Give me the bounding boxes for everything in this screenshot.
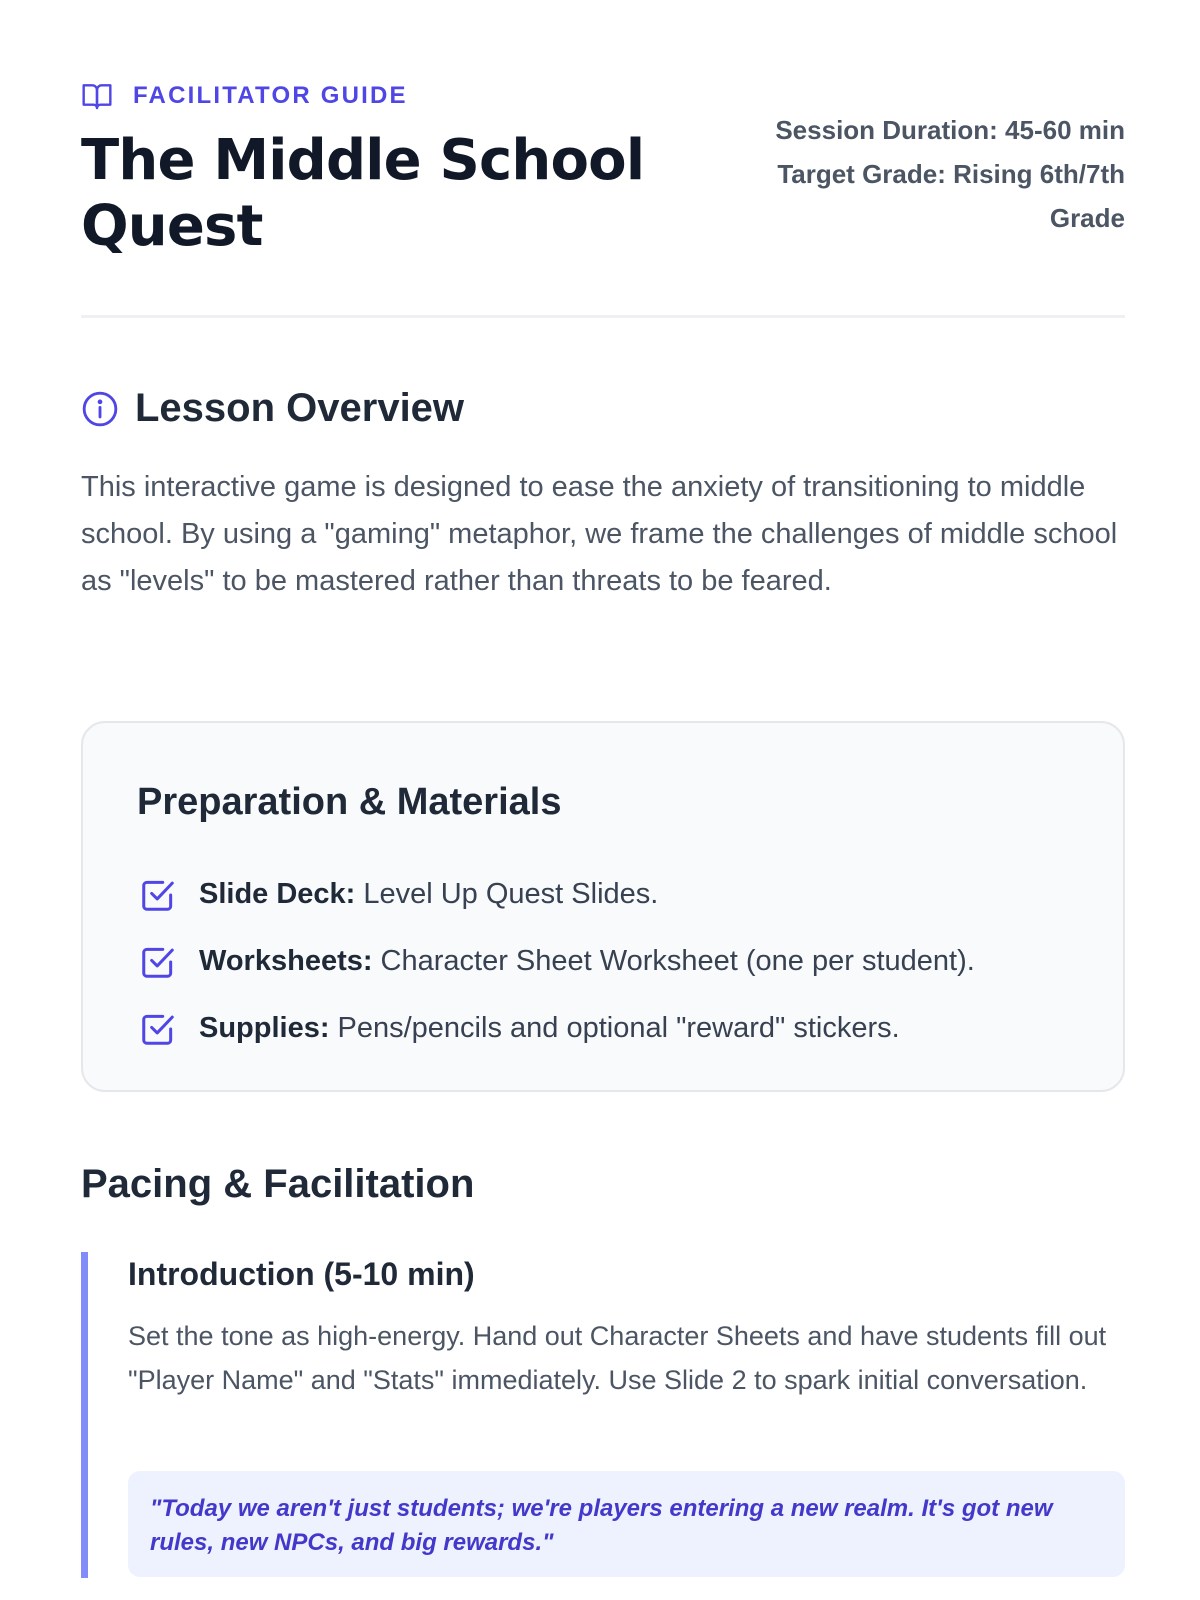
material-label: Slide Deck: bbox=[199, 878, 356, 910]
phase-title: Introduction (5-10 min) bbox=[128, 1256, 475, 1292]
eyebrow-label: FACILITATOR GUIDE bbox=[133, 82, 408, 109]
page-header bbox=[81, 0, 1125, 318]
list-item bbox=[139, 928, 975, 995]
material-text: Pens/pencils and optional "reward" stickers. bbox=[337, 1012, 900, 1044]
overview-title: Lesson Overview bbox=[135, 386, 465, 430]
info-circle-icon bbox=[81, 390, 119, 428]
eyebrow bbox=[81, 80, 408, 112]
material-label: Supplies: bbox=[199, 1012, 330, 1044]
checkbox-checked-icon bbox=[139, 876, 177, 914]
phase-text: Set the tone as high-energy. Hand out Character Sheets and have students fill out "Player Name" and "Stats" immediately. Use Slide 2 to spark initial conversation. bbox=[128, 1321, 1107, 1395]
target-grade: Target Grade: Rising 6th/7th Grade bbox=[777, 159, 1125, 233]
list-item bbox=[139, 861, 975, 928]
materials-title: Preparation & Materials bbox=[137, 781, 562, 823]
list-item bbox=[139, 995, 975, 1062]
script-quote: "Today we aren't just students; we're players entering a new realm. It's got new rules, new NPCs, and big rewards." bbox=[128, 1471, 1125, 1577]
materials-list bbox=[139, 861, 975, 1062]
material-text: Level Up Quest Slides. bbox=[363, 878, 659, 910]
material-text: Character Sheet Worksheet (one per student). bbox=[380, 945, 975, 977]
overview-heading bbox=[81, 386, 464, 431]
phase-introduction bbox=[81, 1252, 1125, 1578]
page-title: The Middle School Quest bbox=[81, 128, 645, 259]
session-meta bbox=[725, 108, 1125, 240]
overview-text: This interactive game is designed to ease the anxiety of transitioning to middle school. By using a "gaming" metaphor, we frame the challenges of middle school as "levels" to be mastered rather than threats to be feared. bbox=[81, 471, 1118, 597]
pacing-title: Pacing & Facilitation bbox=[81, 1162, 475, 1206]
checkbox-checked-icon bbox=[139, 1010, 177, 1048]
material-label: Worksheets: bbox=[199, 945, 373, 977]
open-book-icon bbox=[81, 80, 113, 112]
materials-card bbox=[81, 721, 1125, 1092]
session-duration: Session Duration: 45-60 min bbox=[775, 115, 1125, 145]
checkbox-checked-icon bbox=[139, 943, 177, 981]
facilitator-guide-page bbox=[81, 0, 1125, 1556]
